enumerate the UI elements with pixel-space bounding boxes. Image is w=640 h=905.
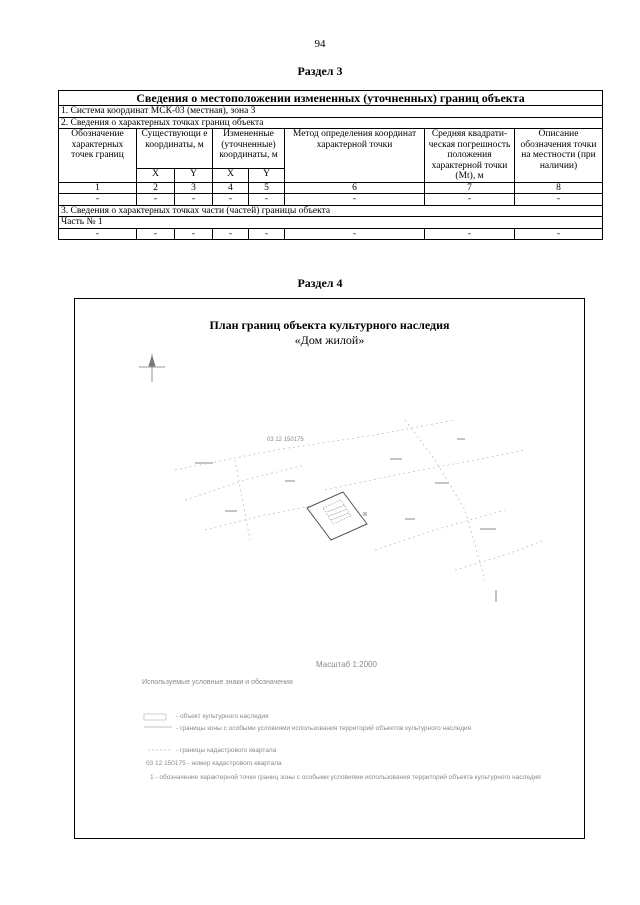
legend-item-point-designation: 1 - обозначение характерной точки границ зоны с особыми условиями использования территорий объекта культурного наследия [150, 774, 541, 781]
table-cell: 3 [175, 182, 213, 194]
table-cell: 4 [213, 182, 249, 194]
table-cell: - [285, 194, 425, 206]
table-cell: 6 [285, 182, 425, 194]
changed-x-header: X [213, 168, 249, 182]
table-cell: 1 [59, 182, 137, 194]
col-accuracy-header: Средняя квадрати- ческая погрешность положения характерной точки (Mt), м [425, 129, 515, 183]
legend-item-heritage-object: - объект культурного наследия [176, 713, 269, 720]
part-label-row: Часть № 1 [59, 217, 603, 229]
table-cell: - [137, 194, 175, 206]
table-row [59, 194, 603, 206]
table-cell: - [425, 194, 515, 206]
table-cell: - [137, 228, 175, 240]
plan-title: План границ объекта культурного наследия [209, 318, 450, 332]
cadastral-lines [175, 420, 545, 580]
legend-item-quarter-number: 03 12 150175 - номер кадастрового квартала [146, 760, 282, 767]
table-cell: - [515, 228, 603, 240]
map-scale: Масштаб 1:2000 [316, 660, 377, 669]
section-4-heading: Раздел 4 [297, 276, 343, 290]
protection-zone-boundary [307, 492, 367, 540]
table-cell: - [175, 194, 213, 206]
table-row [59, 228, 603, 240]
table-cell: - [213, 228, 249, 240]
col-description-header: Описание обозначения точки на местности (при наличии) [515, 129, 603, 183]
table-cell: - [515, 194, 603, 206]
cadastral-map [75, 340, 584, 660]
changed-y-header: Y [249, 168, 285, 182]
table-cell: - [175, 228, 213, 240]
table-cell: - [249, 194, 285, 206]
table-cell: 2 [137, 182, 175, 194]
table-cell: - [59, 194, 137, 206]
page-number: 94 [314, 38, 326, 50]
points-info-row: 2. Сведения о характерных точках границ объекта [59, 117, 603, 129]
col-changed-header: Измененные (уточненные) координаты, м [213, 129, 285, 169]
boundary-points-table [58, 90, 603, 240]
col-existing-header: Существующи е координаты, м [137, 129, 213, 169]
existing-x-header: X [137, 168, 175, 182]
table-cell: - [425, 228, 515, 240]
heritage-object-symbol [144, 714, 166, 720]
north-arrow-icon [139, 354, 165, 382]
coord-system-row: 1. Система координат МСК-03 (местная), зона 3 [59, 106, 603, 118]
table-cell: - [59, 228, 137, 240]
map-background-marks [195, 438, 497, 602]
parts-info-row: 3. Сведения о характерных точках части (частей) границы объекта [59, 205, 603, 217]
existing-y-header: Y [175, 168, 213, 182]
plan-subtitle: «Дом жилой» [294, 333, 365, 347]
column-number-row [59, 182, 603, 194]
table-cell: - [213, 194, 249, 206]
col-method-header: Метод определения координат характерной точки [285, 129, 425, 183]
table-title: Сведения о местоположении измененных (уточненных) границ объекта [59, 91, 603, 106]
table-cell: 5 [249, 182, 285, 194]
legend-item-quarter-boundary: - границы кадастрового квартала [176, 747, 277, 754]
table-cell: - [285, 228, 425, 240]
table-cell: - [249, 228, 285, 240]
section-3-heading: Раздел 3 [297, 64, 343, 78]
legend-heading: Используемые условные знаки и обозначения [142, 679, 293, 686]
col-designation-header: Обозначение характерных точек границ [59, 129, 137, 183]
table-cell: 8 [515, 182, 603, 194]
quarter-number-label: 03 12 150175 [267, 437, 304, 443]
table-cell: 7 [425, 182, 515, 194]
legend-item-zone-boundary: - границы зоны с особыми условиями использования территорий объектов культурного наследия [176, 725, 472, 732]
